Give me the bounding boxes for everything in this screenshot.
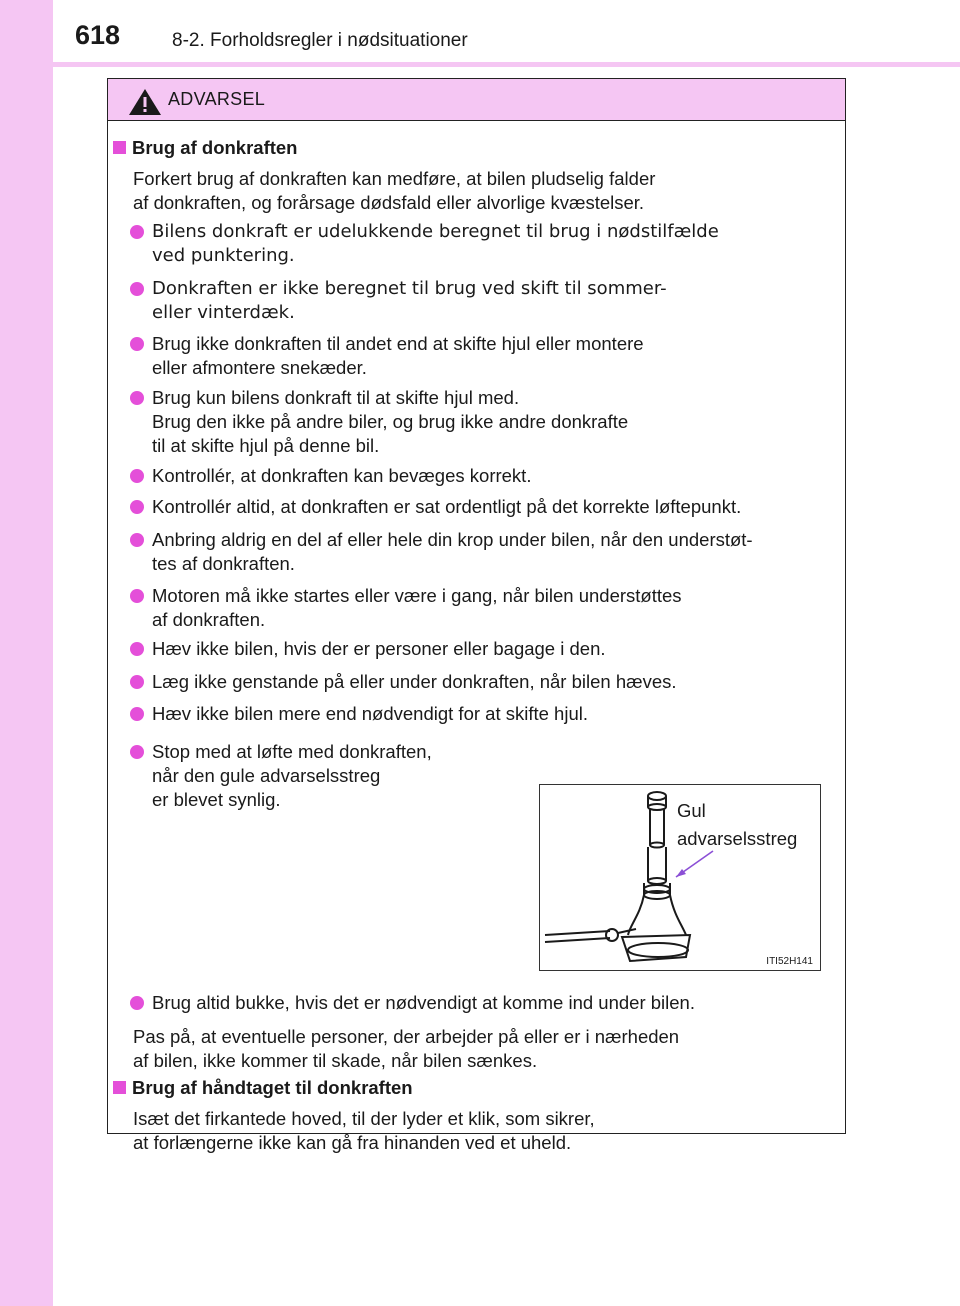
bullet-dot-icon <box>130 745 144 759</box>
bullet-dot-icon <box>130 225 144 239</box>
bullet-item: Læg ikke genstande på eller under donkraften, når bilen hæves. <box>130 670 677 694</box>
jack-illustration <box>539 784 821 971</box>
page-header <box>53 0 960 62</box>
bullet-item: Brug kun bilens donkraft til at skifte hjul med. Brug den ikke på andre biler, og brug ikke andre donkrafte til at skifte hjul på denne bil. <box>130 386 628 458</box>
bullet-item: Hæv ikke bilen mere end nødvendigt for at skifte hjul. <box>130 702 588 726</box>
page-number: 618 <box>75 20 121 50</box>
bullet-dot-icon <box>130 500 144 514</box>
bullet-item: Anbring aldrig en del af eller hele din krop under bilen, når den understøt- tes af donkraften. <box>130 528 753 576</box>
bullet-dot-icon <box>130 469 144 483</box>
warning-label: ADVARSEL <box>168 89 266 109</box>
bullet-dot-icon <box>130 707 144 721</box>
bullet-item: Kontrollér altid, at donkraften er sat ordentligt på det korrekte løftepunkt. <box>130 495 741 519</box>
section-title: 8-2. Forholdsregler i nødsituationer <box>172 30 468 51</box>
bullet-dot-icon <box>130 996 144 1010</box>
warning-box <box>107 78 846 1153</box>
bullet-dot-icon <box>130 589 144 603</box>
bullet-dot-icon <box>130 675 144 689</box>
bullet-dot-icon <box>130 533 144 547</box>
bullet-item: Hæv ikke bilen, hvis der er personer eller bagage i den. <box>130 637 606 661</box>
bullet-item: Stop med at løfte med donkraften, når den gule advarselsstreg er blevet synlig. <box>130 740 432 812</box>
handle-paragraph: Isæt det firkantede hoved, til der lyder et klik, som sikrer, at forlængerne ikke kan gå fra hinanden ved et uheld. <box>133 1108 595 1153</box>
bullet-item: Brug ikke donkraften til andet end at skifte hjul eller montere eller afmontere snekæder. <box>130 332 644 380</box>
section-heading-jack: Brug af donkraften <box>113 137 297 159</box>
bullet-item: Motoren må ikke startes eller være i gang, når bilen understøttes af donkraften. <box>130 584 682 632</box>
bullet-item: Donkraften er ikke beregnet til brug ved skift til sommer- eller vinterdæk. <box>130 277 667 325</box>
sidebar-strip <box>0 0 53 1306</box>
warning-header <box>108 79 845 121</box>
header-rule <box>53 62 960 67</box>
figure-code: ITI52H141 <box>766 956 813 967</box>
figure-label: Gul advarselsstreg <box>677 800 798 849</box>
warning-triangle-icon <box>128 87 162 117</box>
intro-paragraph: Forkert brug af donkraften kan medføre, at bilen pludselig falder af donkraften, og forårsage dødsfald eller alvorlige kvæstelser. <box>133 168 656 213</box>
square-bullet-icon <box>113 1081 126 1094</box>
bullet-item: Bilens donkraft er udelukkende beregnet til brug i nødstilfælde ved punktering. <box>130 220 719 268</box>
bullet-item: Brug altid bukke, hvis det er nødvendigt at komme ind under bilen. <box>130 991 695 1015</box>
bullet-dot-icon <box>130 391 144 405</box>
square-bullet-icon <box>113 141 126 154</box>
bullet-dot-icon <box>130 282 144 296</box>
bullet-item: Kontrollér, at donkraften kan bevæges korrekt. <box>130 464 531 488</box>
section-heading-handle: Brug af håndtaget til donkraften <box>113 1077 413 1099</box>
bullet-dot-icon <box>130 642 144 656</box>
after-note: Pas på, at eventuelle personer, der arbejder på eller er i nærheden af bilen, ikke kommer til skade, når bilen sænkes. <box>133 1026 680 1071</box>
bullet-dot-icon <box>130 337 144 351</box>
